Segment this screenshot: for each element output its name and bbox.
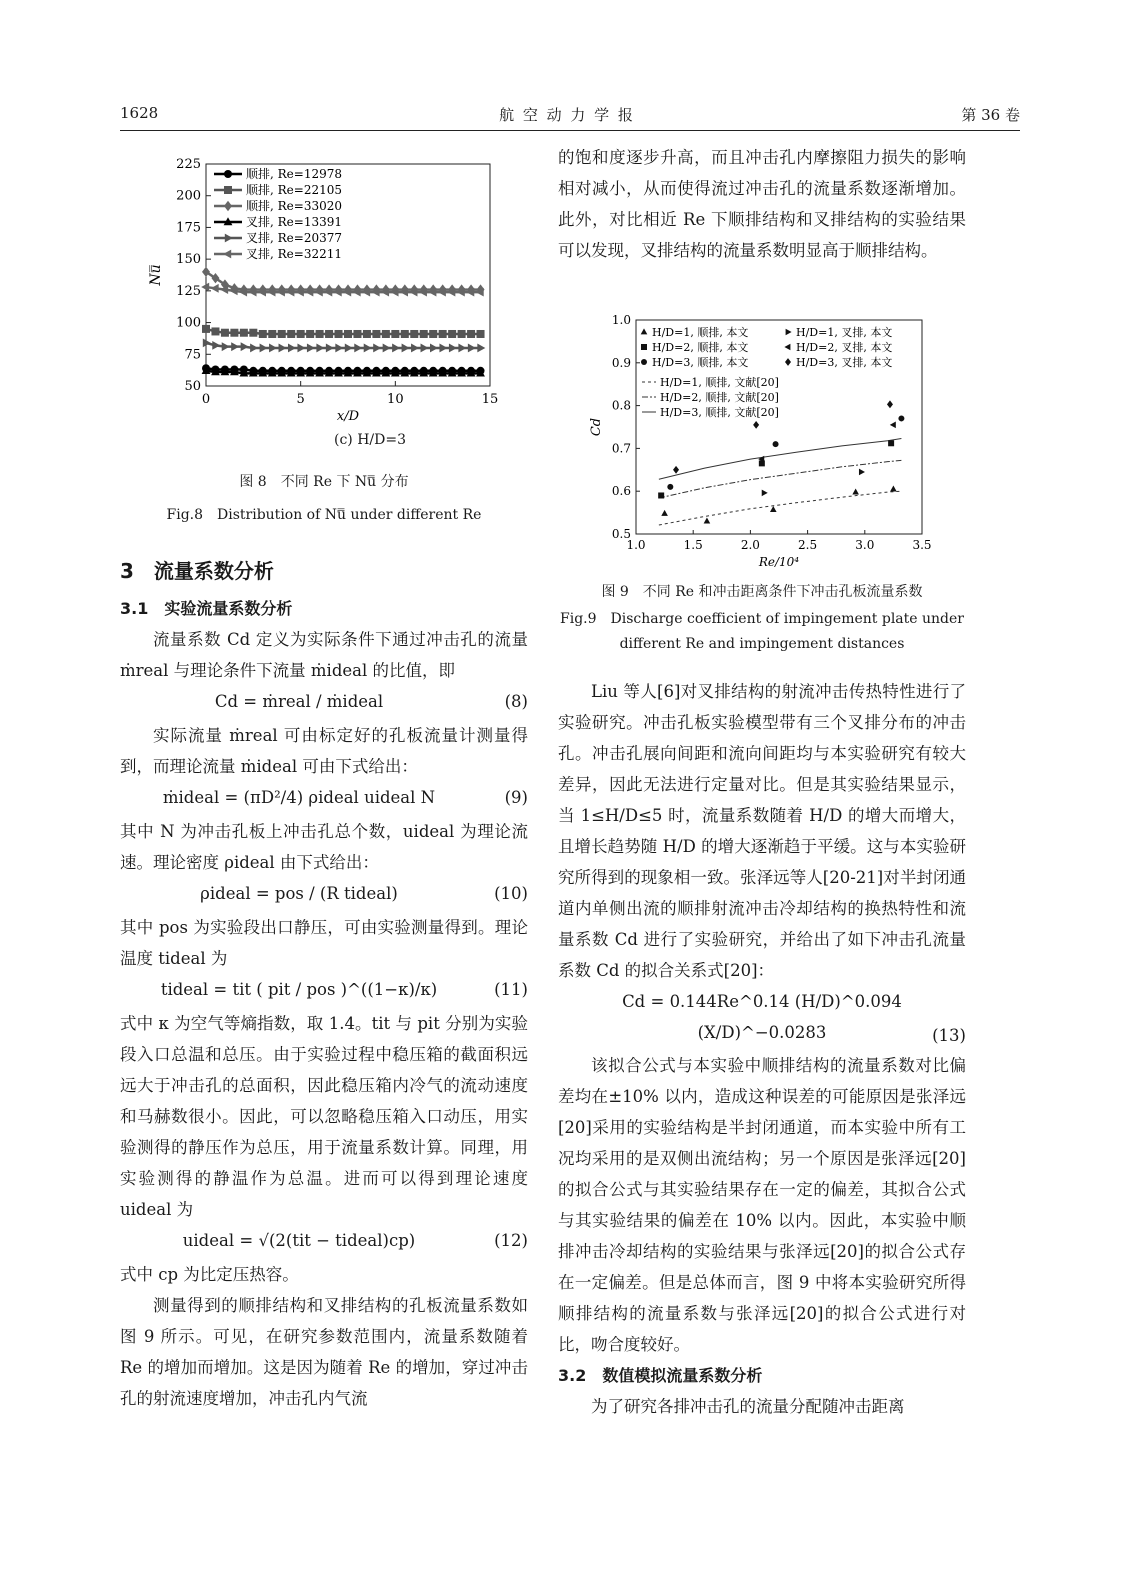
- data-point: [364, 344, 372, 353]
- subsection-heading-3-1: 3.1 实验流量系数分析: [120, 599, 293, 618]
- journal-title: 航 空 动 力 学 报: [499, 106, 635, 124]
- fit-line: [659, 491, 902, 525]
- paragraph: 式中 κ 为空气等熵指数，取 1.4。tit 与 pit 分别为实验段入口总温和总压。由于实验过程中稳压箱的截面积远远大于冲击孔的总面积，因此稳压箱内冷气的流动速度和马赫数很小。因此，可以忽略稳压箱入口动压，用实验测得的静压作为总压，用于流量系数计算。同理，用实验测得的静温作为总温。进而可以得到理论速度 uideal 为: [120, 1014, 528, 1219]
- equation-9: ṁideal = (πD²/4) ρideal uideal N (9): [162, 788, 528, 807]
- x-tick-label: 1.5: [683, 538, 703, 552]
- legend-label: 顺排, Re=12978: [246, 167, 342, 181]
- x-tick-label: 1.0: [626, 538, 646, 552]
- figure-9-caption-en-2: different Re and impingement distances: [619, 636, 905, 652]
- paragraph: Liu 等人[6]对叉排结构的射流冲击传热特性进行了实验研究。冲击孔板实验模型带有三个叉排分布的冲击孔。冲击孔展向间距和流向间距均与本实验研究有较大差异，因此无法进行定量对比。但是其实验结果显示，当 1≤H/D≤5 时，流量系数随着 H/D 的增大而增大，且增长趋势随 H/D 的增大逐渐趋于平缓。这与本实验研究所得到的现象相一致。张泽远等人[20-21]对半封闭通道内单侧出流的顺排射流冲击冷却结构的换热特性和流量系数 Cd 进行了实验研究，并给出了如下冲击孔流量系数 Cd 的拟合关系式[20]：: [558, 682, 966, 980]
- equation-10: ρideal = pos / (R tideal) (10): [200, 884, 528, 903]
- data-point: [288, 344, 296, 353]
- data-point: [250, 344, 258, 353]
- legend-label: H/D=3, 顺排, 文献[20]: [660, 406, 779, 419]
- fit-line: [659, 439, 902, 480]
- y-tick-label: 50: [184, 379, 201, 394]
- legend-marker: [641, 359, 647, 365]
- legend-label: H/D=1, 顺排, 本文: [652, 326, 749, 339]
- y-tick-label: 225: [176, 157, 201, 172]
- data-point: [249, 329, 257, 337]
- figure-9-caption-cn: 图 9 不同 Re 和冲击距离条件下冲击孔板流量系数: [601, 584, 923, 600]
- data-point: [402, 344, 410, 353]
- legend-label: 叉排, Re=32211: [246, 247, 342, 261]
- data-point: [259, 330, 267, 338]
- legend-label: H/D=2, 顺排, 本文: [652, 341, 749, 354]
- volume-label: 第 36 卷: [961, 106, 1020, 124]
- figure-8-caption-cn: 图 8 不同 Re 下 Nu̿ 分布: [239, 474, 409, 490]
- data-point: [704, 518, 711, 524]
- figure-8-chart: [140, 150, 520, 450]
- data-point: [203, 338, 211, 347]
- y-tick-label: 1.0: [611, 313, 631, 327]
- equation-13: Cd = 0.144Re^0.14 (H/D)^0.094 (X/D)^−0.0283: [622, 992, 902, 1042]
- x-tick-label: 15: [481, 392, 499, 407]
- legend-marker: [223, 250, 231, 259]
- legend-label: 叉排, Re=20377: [246, 231, 342, 245]
- data-point: [421, 344, 429, 353]
- data-point: [429, 330, 437, 338]
- data-point: [888, 440, 894, 446]
- data-point: [458, 344, 466, 353]
- paragraph: 的饱和度逐步升高，而且冲击孔内摩擦阻力损失的影响相对减小，从而使得流过冲击孔的流量系数逐渐增加。此外，对比相近 Re 下顺排结构和叉排结构的实验结果可以发现，叉排结构的流量系数明显高于顺排结构。: [558, 148, 966, 260]
- data-point: [401, 330, 409, 338]
- data-point: [353, 330, 361, 338]
- data-point: [230, 329, 238, 337]
- legend-label: H/D=2, 叉排, 本文: [796, 341, 893, 354]
- y-tick-label: 200: [176, 188, 201, 204]
- right-column-top: [558, 142, 966, 266]
- x-tick-label: 0: [201, 392, 211, 407]
- data-point: [467, 330, 475, 338]
- paragraph: 为了研究各排冲击孔的流量分配随冲击距离: [591, 1397, 905, 1416]
- legend-marker: [225, 234, 233, 243]
- header-rule: [120, 130, 1020, 131]
- data-point: [201, 283, 209, 292]
- y-tick-label: 75: [184, 347, 201, 363]
- x-tick-label: 3.5: [912, 538, 932, 552]
- y-tick-label: 0.7: [611, 441, 631, 456]
- paragraph: 测量得到的顺排结构和叉排结构的孔板流量系数如图 9 所示。可见，在研究参数范围内，流量系数随着 Re 的增加而增加。这是因为随着 Re 的增加，穿过冲击孔的射流速度增加，冲击孔内气流: [120, 1296, 528, 1408]
- data-point: [297, 344, 305, 353]
- data-point: [326, 344, 334, 353]
- data-point: [297, 330, 305, 338]
- data-point: [325, 330, 333, 338]
- data-point: [202, 267, 210, 277]
- y-tick-label: 100: [176, 315, 201, 331]
- data-point: [211, 273, 219, 283]
- legend-marker: [786, 329, 792, 336]
- y-tick-label: 0.6: [611, 484, 631, 499]
- legend-marker: [224, 170, 232, 178]
- data-point: [316, 344, 324, 353]
- data-point: [212, 341, 220, 350]
- paragraph: 式中 cp 为比定压热容。: [120, 1265, 299, 1284]
- y-axis-label: Cd: [589, 417, 604, 437]
- figure-9-caption-en: Fig.9 Discharge coefficient of impingement plate under: [560, 611, 964, 627]
- data-point: [859, 469, 865, 476]
- left-column: [120, 556, 528, 1414]
- data-point: [439, 344, 447, 353]
- data-point: [477, 344, 485, 353]
- x-tick-label: 5: [296, 392, 305, 407]
- data-point: [211, 284, 219, 293]
- section-heading: 3 流量系数分析: [120, 559, 274, 583]
- y-axis-label: Nu̿: [148, 264, 164, 286]
- x-tick-label: 2.0: [740, 538, 760, 552]
- legend-marker: [641, 344, 647, 350]
- legend-label: 顺排, Re=22105: [246, 183, 342, 197]
- y-tick-label: 175: [176, 220, 201, 236]
- data-point: [372, 330, 380, 338]
- y-tick-label: 0.9: [611, 355, 631, 370]
- figure-9-chart: [580, 312, 950, 577]
- data-point: [222, 342, 230, 351]
- legend-label: H/D=2, 顺排, 文献[20]: [660, 391, 779, 404]
- data-point: [753, 421, 759, 429]
- legend-marker: [785, 358, 791, 366]
- fit-line: [659, 460, 902, 498]
- data-point: [852, 488, 859, 494]
- x-tick-label: 3.0: [855, 538, 875, 552]
- y-tick-label: 0.8: [611, 398, 631, 413]
- data-point: [307, 344, 315, 353]
- data-point: [279, 344, 287, 353]
- legend-label: H/D=1, 顺排, 文献[20]: [660, 376, 779, 389]
- data-point: [898, 415, 904, 421]
- figure-8-subcaption: (c) H/D=3: [333, 432, 406, 448]
- data-point: [430, 344, 438, 353]
- data-point: [316, 330, 324, 338]
- data-point: [335, 330, 343, 338]
- data-point: [221, 329, 229, 337]
- data-point: [773, 441, 779, 447]
- data-point: [383, 344, 391, 353]
- data-point: [363, 330, 371, 338]
- data-point: [411, 344, 419, 353]
- paragraph: 其中 pos 为实验段出口静压，可由实验测量得到。理论温度 tideal 为: [120, 918, 528, 968]
- page-number: 1628: [120, 104, 159, 122]
- x-axis-label: x/D: [336, 409, 360, 424]
- data-point: [240, 329, 248, 337]
- data-point: [202, 325, 210, 333]
- equation-12: uideal = √(2(tit − tideal)cp) (12): [182, 1231, 528, 1250]
- right-column: [558, 676, 966, 1422]
- legend-marker: [224, 186, 232, 194]
- data-point: [392, 344, 400, 353]
- data-point: [658, 492, 664, 498]
- legend-label: 叉排, Re=13391: [246, 215, 342, 229]
- data-point: [344, 330, 352, 338]
- data-point: [410, 330, 418, 338]
- data-point: [477, 330, 485, 338]
- data-point: [439, 330, 447, 338]
- equation-11: tideal = tit ( pit / pos )^((1−κ)/κ) (11): [160, 980, 528, 999]
- data-point: [667, 484, 673, 490]
- data-point: [306, 330, 314, 338]
- figure-8-caption-en: Fig.8 Distribution of Nu̿ under different Re: [166, 507, 482, 523]
- legend-marker: [224, 201, 232, 211]
- legend-label: H/D=3, 顺排, 本文: [652, 356, 749, 369]
- data-point: [278, 330, 286, 338]
- legend-marker: [641, 328, 648, 334]
- legend-label: 顺排, Re=33020: [246, 199, 342, 213]
- plot-frame: [206, 164, 490, 386]
- equation-13-number: (13): [932, 1026, 966, 1045]
- data-point: [269, 344, 277, 353]
- data-point: [448, 330, 456, 338]
- x-tick-label: 2.5: [798, 538, 818, 552]
- data-point: [231, 342, 239, 351]
- data-point: [391, 330, 399, 338]
- data-point: [661, 510, 668, 516]
- paragraph: 流量系数 Cd 定义为实际条件下通过冲击孔的流量 ṁreal 与理论条件下流量 ṁideal 的比值，即: [120, 630, 528, 680]
- data-point: [335, 344, 343, 353]
- data-point: [211, 327, 219, 335]
- paragraph: 其中 N 为冲击孔板上冲击孔总个数，uideal 为理论流速。理论密度 ρideal 由下式给出：: [120, 822, 528, 872]
- x-tick-label: 10: [387, 392, 404, 407]
- data-point: [890, 485, 897, 491]
- legend-marker: [784, 344, 790, 351]
- data-point: [354, 344, 362, 353]
- paragraph: 实际流量 ṁreal 可由标定好的孔板流量计测量得到，而理论流量 ṁideal 可由下式给出：: [120, 726, 528, 776]
- data-point: [268, 330, 276, 338]
- data-point: [887, 400, 893, 408]
- legend-label: H/D=1, 叉排, 本文: [796, 326, 893, 339]
- equation-8: Cd = ṁreal / ṁideal (8): [214, 692, 528, 711]
- x-axis-label: Re/10⁴: [758, 555, 800, 569]
- data-point: [449, 344, 457, 353]
- data-point: [373, 344, 381, 353]
- data-point: [468, 344, 476, 353]
- data-point: [241, 342, 249, 351]
- data-point: [673, 466, 679, 474]
- y-tick-label: 0.5: [611, 527, 631, 541]
- y-tick-label: 125: [176, 283, 201, 299]
- series-line: [206, 272, 481, 290]
- subsection-heading-3-2: 3.2 数值模拟流量系数分析: [558, 1366, 763, 1385]
- data-point: [345, 344, 353, 353]
- y-tick-label: 150: [176, 252, 201, 268]
- data-point: [890, 422, 896, 429]
- data-point: [762, 490, 768, 497]
- legend-label: H/D=3, 叉排, 本文: [796, 356, 893, 369]
- data-point: [260, 344, 268, 353]
- data-point: [458, 330, 466, 338]
- data-point: [287, 330, 295, 338]
- paragraph: 该拟合公式与本实验中顺排结构的流量系数对比偏差均在±10% 以内，造成这种误差的可能原因是张泽远[20]采用的实验结构是半封闭通道，而本实验中所有工况均采用的是双侧出流结构；另一个原因是张泽远[20]的拟合公式与其实验结果存在一定的偏差，其拟合公式与其实验结果的偏差在 10% 以内。因此，本实验中顺排冲击冷却结构的实验结果与张泽远[20]的拟合公式存在一定偏差。但是总体而言，图 9 中将本实验研究所得顺排结构的流量系数与张泽远[20]的拟合公式进行对比，吻合度较好。: [558, 1056, 966, 1354]
- data-point: [420, 330, 428, 338]
- data-point: [382, 330, 390, 338]
- data-point: [770, 506, 777, 512]
